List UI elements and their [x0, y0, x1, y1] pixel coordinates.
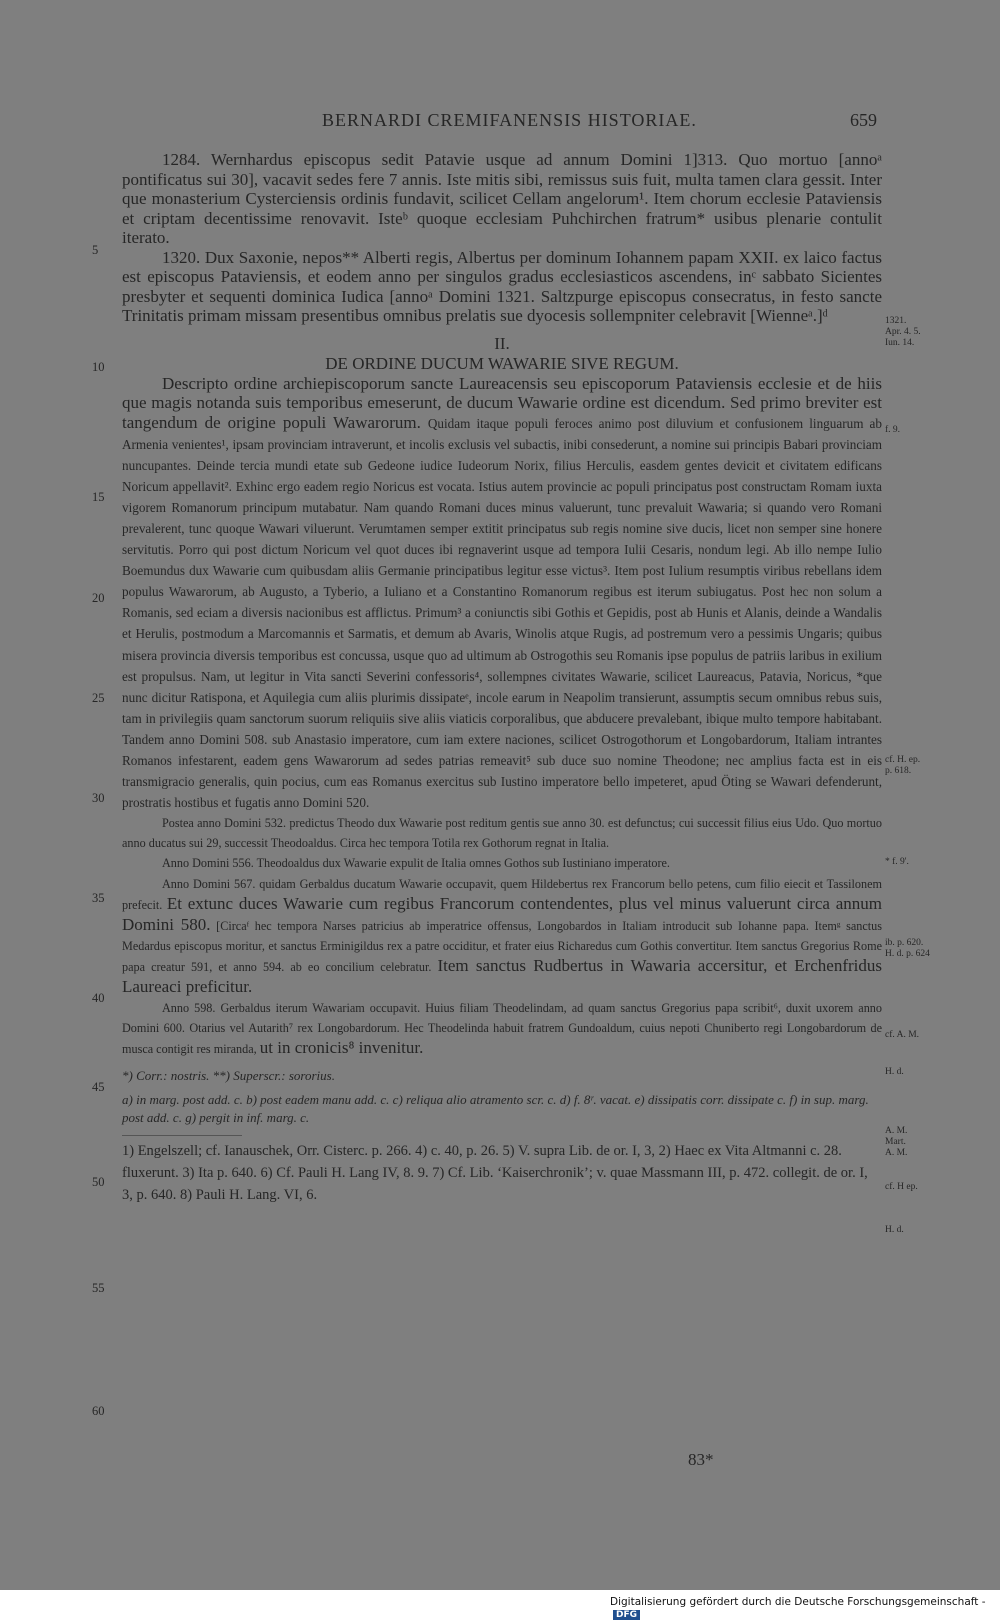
margin-note: f. 9. — [885, 425, 901, 435]
entry-567 — [122, 874, 882, 999]
line-number: 50 — [92, 1175, 105, 1189]
star-notes: *) Corr.: nostris. **) Superscr.: sororius. — [122, 1068, 335, 1084]
entry-598 — [122, 998, 882, 1059]
line-number: 25 — [92, 691, 105, 705]
header-title: BERNARDI CREMIFANENSIS HISTORIAE. — [322, 110, 697, 130]
page-number: 659 — [850, 110, 877, 130]
running-header — [0, 110, 1000, 132]
line-number: 10 — [92, 360, 105, 374]
funding-footer — [610, 1596, 1000, 1620]
intro-paragraph — [122, 374, 882, 814]
margin-note: A. M. Mart. A. M. — [885, 1126, 908, 1158]
text-body — [122, 150, 882, 1206]
line-number: 45 — [92, 1080, 105, 1094]
paragraph-1320: 1320. Dux Saxonie, nepos** Alberti regis, Albertus per dominum Iohannem papam XXII. ex laico factus est episcopus Pataviensis, et eodem anno per singulos gradus ecclesiasticos ascendens, inᶜ sabbato Sicientes presbyter et sequenti dominica Iudica [annoᵃ Domini 1321. Saltzpurge episcopus consecratus, in festo sancte Trinitatis primam missam presentibus omnibus prelatis sue dyocesis sollempniter celebravit [Wienneᵃ.]ᵈ — [122, 247, 882, 325]
line-number: 35 — [92, 891, 105, 905]
signature-mark: 83* — [688, 1450, 714, 1469]
line-number: 60 — [92, 1404, 105, 1418]
margin-note: H. d. — [885, 1067, 904, 1077]
margin-note: cf. H. ep. p. 618. — [885, 755, 921, 776]
section-number: II. — [494, 333, 510, 353]
line-number: 5 — [92, 243, 99, 257]
margin-note: cf. H ep. — [885, 1182, 918, 1192]
entry-567-text: Anno Domini 567. quidam Gerbaldus ducatum Wawarie occupavit, quem Hildebertus rex Francorum bello petens, cum filio eiecit et Tassilonem prefecit. — [122, 876, 882, 912]
line-number: 20 — [92, 591, 105, 605]
section-title: DE ORDINE DUCUM WAWARIE SIVE REGUM. — [325, 353, 679, 373]
entry-556: Anno Domini 556. Theodoaldus dux Wawarie expulit de Italia omnes Gothos sub Iustiniano imperatore. — [162, 856, 670, 871]
line-number: 40 — [92, 991, 105, 1005]
entry-532: Postea anno Domini 532. predictus Theodo dux Wawarie post reditum gentis sue anno 30. est defunctus; cui successit filius eius Udo. Quo mortuo anno ducatus sui 29, successit Theodoaldus. Circa hec tempora Totila rex Gothorum regnat in Italia. — [122, 816, 882, 851]
footnotes: 1) Engelszell; cf. Ianauschek, Orr. Cisterc. p. 266. 4) c. 40, p. 26. 5) V. supra Lib. de or. I, 3, 2) Haec ex Vita Altmanni c. 28. fluxerunt. 3) Ita p. 640. 6) Cf. Pauli H. Lang IV, 8. 9. 7) Cf. Lib. ‘Kaiserchronik’; v. quae Massmann III, p. 472. collegit. de or. I, 3, p. 640. 8) Pauli H. Lang. VI, 6. — [122, 1143, 868, 1204]
origin-text: Quidam itaque populi feroces animo post diluvium et confusionem linguarum ab Armenia venientes¹, ipsam provinciam intraverunt, et incolis exclusis vel subactis, inibi consederunt, a nomine sui principis Babari provinciam nuncupantes. Deinde tercia mundi etate sub Gedeone iudice Iudeorum Norix, filius Herculis, easdem gentes devicit et civitatem edificans Noricum appellavit². Exhinc ergo eadem regio Noricus est vocata. Istius autem provincie ac populi principatus post constructam Romam iuxta vigorem Romanorum principum mutabatur. Nam quando Romani duces minus valuerunt, tunc prevaluit Wawaria; si quando vero Romani prevalerent, tunc quoque Wawari viluerunt. Verumtamen semper extitit principatus sub regis nomine sive ducis, licet non semper sine honere servitutis. Porro qui post dictum Noricum vel quot duces ibi regnaverint usque ad tempora Iulii Cesaris, nondum legi. Ab illo nempe Iulio Boemundus dux Wawarie cum quibusdam aliis Germanie principatibus legitur esse victus³. Item post Iulium resumptis viribus rebellans idem populus Wawarorum, ab Augusto, a Tyberio, a Iuliano et a Constantino Romanorum regibus est iterum subiugatus. Post hec non solum a Romanis, sed eciam a diversis nacionibus est afflictus. Primum³ a coniunctis sibi Gothis et Gepidis, post ab Hunis et Alanis, deinde a Wandalis et Herulis, postmodum a Marcomannis et Sarmatis, et demum ab Avaris, Winolis atque Rugis, ad postremum vero a pessimis Ungaris; quibus misera provincia diversis temporibus est concussa, usque quo ad ultimum ab Ostrogothis seu Romanis ipse populus de patriis laribus in exilium est propulsus. Nam, ut legitur in Vita sancti Severini confessoris⁴, sollempnes civitates Wawarie, scilicet Laureacus, Patavia, Noricus, *que nunc dicitur Ratispona, et Aquilegia cum aliis plurimis dissipateᵉ, incole earum in Neapolim transierunt, assumptis secum omnibus rebus suis, tam in privilegiis quam sanctorum suorum reliquiis sive aliis viaticis corporalibus, que abducere prevalebant, ibique multo tempore habitabant. Tandem anno Domini 508. sub Anastasio imperatore, cum iam extere naciones, scilicet Ostrogothorum et Longobardorum, Italiam intrantes Romanos infestarent, eadem gens Wawarorum ad sedes patrias remeavit⁵ sub duce suo nomine Theodone; nec amplius facta est in eis transmigracio generalis, quin pocius, cum eas Romanus exercitus sub Iustino imperatore bello impeteret, apud Öting se Wawari defenderunt, prostratis hostibus et fugatis anno Domini 520. — [122, 415, 882, 811]
entry-567-main: Et extunc duces Wawarie cum regibus Francorum contendentes, plus vel minus valuerunt circa annum Domini 580. — [122, 893, 883, 934]
dfg-logo: DFG — [613, 1610, 640, 1620]
critical-apparatus: a) in marg. post add. c. b) post eadem manu add. c. c) reliqua alio atramento scr. c. d) f. 8ʳ. vacat. e) dissipatis corr. dissipate c. f) in sup. marg. post add. c. g) pergit in inf. marg. c. — [122, 1092, 869, 1126]
entry-598-text: Anno 598. Gerbaldus iterum Wawariam occupavit. Huius filiam Theodelindam, ad quam sanctus Gregorius papa scribit⁶, duxit uxorem anno Domini 600. Otarius vel Autarith⁷ rex Longobardorum. Hec Theodelinda habuit fratrem Gundoaldum, cuius nepoti Chuniberto regi Longobardorum de musca contigit res miranda, — [122, 1001, 882, 1057]
intro-text: Descripto ordine archiepiscoporum sancte Laureacensis seu episcoporum Pataviensis ecclesie et de hiis que magis notanda suis temporibus emeserunt, de ducum Wawarie ordine est dicendum. Sed primo breviter est tangendum de origine populi Wawarorum. — [122, 373, 882, 432]
margin-note: ib. p. 620. H. d. p. 624 — [885, 938, 930, 959]
paragraph-1284: 1284. Wernhardus episcopus sedit Patavie usque ad annum Domini 1]313. Quo mortuo [annoᵃ pontificatus sui 30], vacavit sedes fere 7 annis. Iste mitis sibi, remissus suis fuit, multa tamen clara gessit. Inter que monasterium Cysterciensis ordinis fundavit, scilicet Cellam angelorum¹. Item chorum ecclesie Pataviensis et criptam decentissime renovavit. Isteᵇ quoque ecclesiam Puhchirchen fratrum* usibus plenarie contulit iterato. — [122, 150, 882, 247]
entry-598-end: ut in cronicis⁸ invenitur. — [259, 1038, 424, 1058]
entry-567-addition: [Circaᶠ hec tempora Narses patricius ab imperatrice offensus, Longobardos in Italiam introducit sub Iohanne papa. Itemᵍ sanctus Medardus episcopus moritur, et sanctus Erminigildus rex a patre occiditur, et frater eius Richaredus cum Gothis convertitur. Item sanctus Gregorius Rome papa creatur 591, et anno 594. ab eo concilium celebratur. — [122, 918, 882, 974]
line-number: 30 — [92, 791, 105, 805]
line-number: 15 — [92, 490, 105, 504]
line-number: 55 — [92, 1281, 105, 1295]
margin-note: 1321. Apr. 4. 5. Iun. 14. — [885, 316, 921, 348]
margin-note: * f. 9'. — [885, 857, 909, 867]
margin-note: H. d. — [885, 1225, 904, 1235]
margin-note: cf. A. M. — [885, 1030, 920, 1040]
footer-text: Digitalisierung gefördert durch die Deutsche Forschungsgemeinschaft - — [610, 1596, 986, 1608]
entry-rudbertus: Item sanctus Rudbertus in Wawaria accersitur, et Erchenfridus Laureaci preficitur. — [122, 955, 883, 997]
